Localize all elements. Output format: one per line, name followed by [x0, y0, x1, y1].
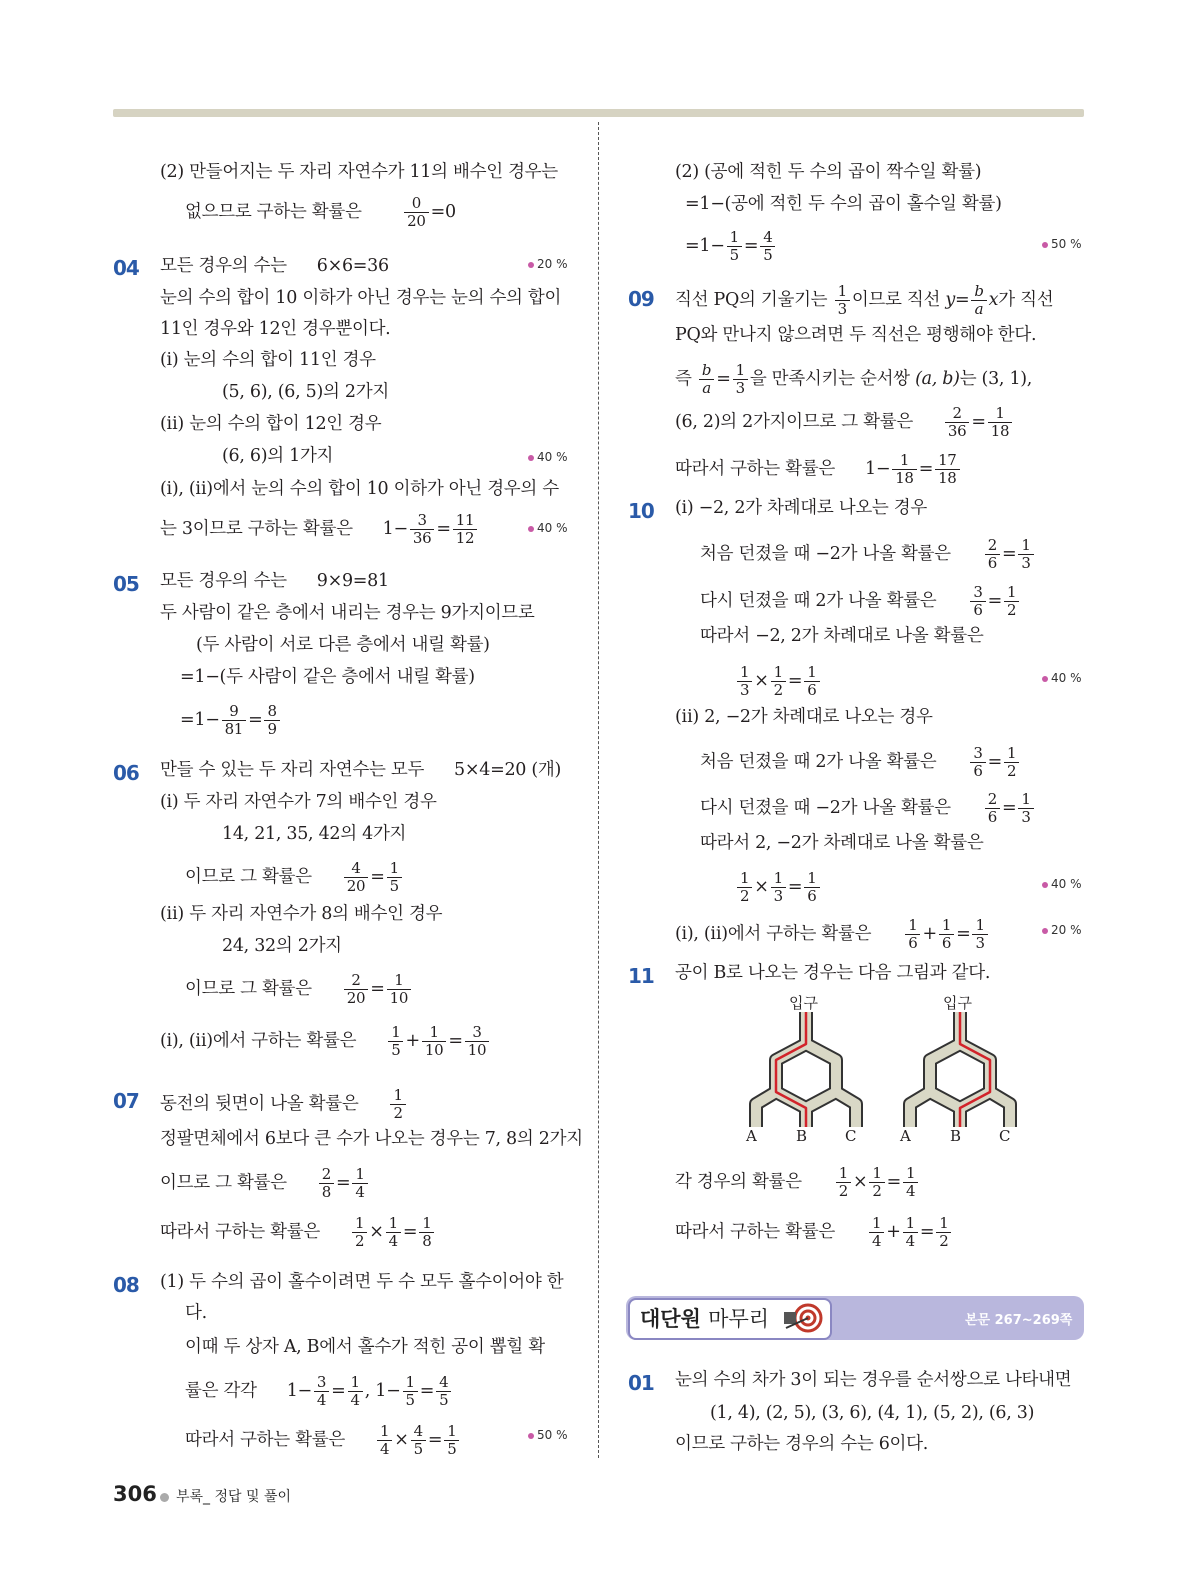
- fraction: $\frac{1}{3}$: [771, 870, 786, 905]
- problem-number-04: 04: [113, 256, 139, 280]
- p10-line2: 처음 던졌을 때 −2가 나올 확률은 $\frac{2}{6}$ = $\frac{1}{3}$: [700, 537, 1036, 572]
- exit-label-b: B: [796, 1127, 808, 1145]
- entrance-label: 입구: [789, 994, 818, 1012]
- problem-number-08: 08: [113, 1273, 139, 1297]
- fraction: $\frac{9}{81}$: [222, 703, 247, 738]
- fraction: $\frac{1}{2}$: [771, 664, 786, 699]
- fraction: $\frac{1}{10}$: [422, 1024, 447, 1059]
- p06-line4: 이므로 그 확률은 $\frac{4}{20}$ = $\frac{1}{5}$: [185, 860, 404, 895]
- p08-line3: 이때 두 상자 A, B에서 홀수가 적힌 공이 뽑힐 확: [185, 1337, 545, 1357]
- score-badge: 50 %: [528, 1428, 568, 1442]
- p10-line1: (ⅰ) −2, 2가 차례대로 나오는 경우: [675, 498, 928, 518]
- p05-line4: =1−(두 사람이 같은 층에서 내릴 확률): [180, 667, 475, 687]
- fraction: $\frac{1}{6}$: [905, 917, 920, 952]
- fraction: $\frac{1}{4}$: [869, 1215, 884, 1250]
- exit-label-b: B: [950, 1127, 962, 1145]
- fraction: $\frac{3}{6}$: [970, 745, 985, 780]
- fraction: $\frac{1}{2}$: [1004, 584, 1019, 619]
- p10-line11: (ⅰ), (ⅱ)에서 구하는 확률은 $\frac{1}{6}$ + $\frac{1}{6}$ = $\frac{1}{3}$: [675, 917, 990, 952]
- problem-number-11: 11: [628, 964, 654, 988]
- top-rule: [113, 109, 1084, 117]
- fraction: $\frac{1}{6}$: [804, 870, 819, 905]
- entrance-label: 입구: [943, 994, 972, 1012]
- p09-line4: (6, 2)의 2가지이므로 그 확률은 $\frac{2}{36}$ = $\frac{1}{18}$: [675, 405, 1014, 440]
- p07-line2: 정팔면체에서 6보다 큰 수가 나오는 경우는 7, 8의 2가지: [160, 1129, 583, 1149]
- p01-line2: (1, 4), (2, 5), (3, 6), (4, 1), (5, 2), (6, 3): [710, 1403, 1035, 1423]
- p03-line2: [185, 195, 456, 230]
- fraction: $\frac{1}{8}$: [419, 1215, 434, 1250]
- fraction: $\frac{1}{2}$: [737, 870, 752, 905]
- fraction: $\frac{1}{18}$: [892, 452, 917, 487]
- p06-line7: 이므로 그 확률은 $\frac{2}{20}$ = $\frac{1}{10}$: [185, 972, 413, 1007]
- p06-line2: (ⅰ) 두 자리 자연수가 7의 배수인 경우: [160, 792, 437, 812]
- fraction: $\frac{1}{3}$: [1018, 537, 1033, 572]
- p04-line5: (5, 6), (6, 5)의 2가지: [222, 382, 389, 402]
- fraction: $\frac{1}{5}$: [444, 1423, 459, 1458]
- fraction: $\frac{1}{5}$: [727, 229, 742, 264]
- p08-line2: 다.: [185, 1303, 207, 1323]
- fraction: $\frac{1}{5}$: [388, 1024, 403, 1059]
- p09-line3: 즉 $\frac{b}{a}$ = $\frac{1}{3}$ 을 만족시키는 순서쌍 (a, b)는 (3, 1),: [675, 361, 1033, 397]
- fraction: $\frac{4}{20}$: [344, 860, 369, 895]
- fraction: $\frac{1}{2}$: [869, 1165, 884, 1200]
- p06-line6: 24, 32의 2가지: [222, 936, 342, 956]
- section-title: 대단원 마무리: [640, 1307, 770, 1331]
- score-badge: 20 %: [1042, 923, 1082, 937]
- p09-line1: 직선 PQ의 기울기는 $\frac{1}{3}$ 이므로 직선 y= $\frac{b}{a}$ x가 직선: [675, 282, 1054, 318]
- page-reference: 본문 267~269쪽: [965, 1313, 1073, 1328]
- fraction: $\frac{3}{4}$: [314, 1374, 329, 1409]
- score-badge: 40 %: [528, 521, 568, 535]
- problem-number-10: 10: [628, 499, 654, 523]
- p04-l9-text: 는 3이므로 구하는 확률은: [160, 519, 353, 539]
- column-divider: [598, 122, 599, 1458]
- p08-line1: (1) 두 수의 곱이 홀수이려면 두 수 모두 홀수이어야 한: [160, 1272, 564, 1292]
- p04-line4: (ⅰ) 눈의 수의 합이 11인 경우: [160, 350, 376, 370]
- p10-line6: (ⅱ) 2, −2가 차례대로 나오는 경우: [675, 707, 933, 727]
- fraction: $\frac{1}{2}$: [1004, 745, 1019, 780]
- p03-result: =0: [430, 202, 456, 222]
- p03-frac: $\frac{0}{20}$: [404, 195, 429, 230]
- fraction: $\frac{1}{3}$: [733, 362, 748, 397]
- fraction: $\frac{1}{6}$: [939, 917, 954, 952]
- fraction: $\frac{1}{3}$: [1018, 791, 1033, 826]
- exit-label-a: A: [746, 1127, 757, 1145]
- p08-line4: 률은 각각 1− $\frac{3}{4}$ = $\frac{1}{4}$ , 1− $\frac{1}{5}$ = $\frac{4}{5}$: [185, 1374, 453, 1409]
- fraction: $\frac{1}{4}$: [903, 1165, 918, 1200]
- p10-line10: $\frac{1}{2}$ × $\frac{1}{3}$ = $\frac{1}{6}$: [735, 870, 822, 905]
- fraction: $\frac{11}{12}$: [453, 512, 478, 547]
- fraction: $\frac{4}{5}$: [760, 229, 775, 264]
- footer-label: 부록_ 정답 및 풀이: [176, 1489, 292, 1505]
- fraction: $\frac{1}{18}$: [988, 405, 1013, 440]
- score-badge: 40 %: [1042, 877, 1082, 891]
- p04-l1-value: 6×6=36: [316, 256, 389, 276]
- p05-line3: (두 사람이 서로 다른 층에서 내릴 확률): [196, 635, 490, 655]
- fraction: $\frac{4}{5}$: [436, 1374, 451, 1409]
- fraction: $\frac{b}{a}$: [971, 283, 986, 318]
- p10-line7: 처음 던졌을 때 2가 나올 확률은 $\frac{3}{6}$ = $\frac{1}{2}$: [700, 745, 1021, 780]
- p06-line8: (ⅰ), (ⅱ)에서 구하는 확률은 $\frac{1}{5}$ + $\frac{1}{10}$ = $\frac{3}{10}$: [160, 1024, 491, 1059]
- fraction: $\frac{4}{5}$: [411, 1423, 426, 1458]
- p04-line7: (6, 6)의 1가지: [222, 446, 334, 466]
- fraction: $\frac{1}{5}$: [403, 1374, 418, 1409]
- fraction: $\frac{2}{6}$: [985, 537, 1000, 572]
- fraction: $\frac{1}{3}$: [737, 664, 752, 699]
- p07-line1: 동전의 뒷면이 나올 확률은 $\frac{1}{2}$: [160, 1087, 408, 1122]
- fraction: $\frac{2}{20}$: [344, 972, 369, 1007]
- p05-line1: 모든 경우의 수는 9×9=81: [160, 571, 389, 591]
- fraction: $\frac{1}{6}$: [804, 664, 819, 699]
- problem-number-05: 05: [113, 572, 139, 596]
- fraction: $\frac{3}{36}$: [410, 512, 435, 547]
- p04-line8: (ⅰ), (ⅱ)에서 눈의 수의 합이 10 이하가 아닌 경우의 수: [160, 479, 559, 499]
- p04-line2: 눈의 수의 합이 10 이하가 아닌 경우는 눈의 수의 합이: [160, 288, 562, 308]
- fraction: $\frac{1}{2}$: [390, 1087, 405, 1122]
- p10-line9: 따라서 2, −2가 차례대로 나올 확률은: [700, 833, 984, 853]
- fraction: $\frac{1}{5}$: [387, 860, 402, 895]
- target-icon: [782, 1302, 824, 1334]
- page-number: 306: [113, 1482, 157, 1506]
- p01-line1: 눈의 수의 차가 3이 되는 경우를 순서쌍으로 나타내면: [675, 1370, 1072, 1390]
- exit-label-a: A: [900, 1127, 911, 1145]
- p08-2-line2: =1−(공에 적힌 두 수의 곱이 홀수일 확률): [685, 194, 1002, 214]
- p06-line5: (ⅱ) 두 자리 자연수가 8의 배수인 경우: [160, 904, 443, 924]
- p11-line1: 공이 B로 나오는 경우는 다음 그림과 같다.: [675, 963, 991, 983]
- p09-line5: 따라서 구하는 확률은 1− $\frac{1}{18}$ = $\frac{17}{18}$: [675, 452, 962, 487]
- problem-number-07: 07: [113, 1089, 139, 1113]
- p06-line3: 14, 21, 35, 42의 4가지: [222, 824, 407, 844]
- fraction: $\frac{1}{4}$: [377, 1423, 392, 1458]
- p06-line1: 만들 수 있는 두 자리 자연수는 모두 5×4=20 (개): [160, 760, 562, 780]
- p04-l1-text: 모든 경우의 수는: [160, 256, 287, 276]
- p11-line3: 따라서 구하는 확률은 $\frac{1}{4}$ + $\frac{1}{4}$ = $\frac{1}{2}$: [675, 1215, 953, 1250]
- fraction: $\frac{17}{18}$: [935, 452, 960, 487]
- p07-line3: 이므로 그 확률은 $\frac{2}{8}$ = $\frac{1}{4}$: [160, 1166, 370, 1201]
- p04-line1: [160, 254, 389, 278]
- score-badge: 40 %: [1042, 671, 1082, 685]
- p11-line2: 각 경우의 확률은 $\frac{1}{2}$ × $\frac{1}{2}$ = $\frac{1}{4}$: [675, 1165, 920, 1200]
- p03-text: 없으므로 구하는 확률은: [185, 202, 362, 222]
- fraction: $\frac{2}{36}$: [945, 405, 970, 440]
- p05-line5: =1− $\frac{9}{81}$ = $\frac{8}{9}$: [180, 703, 282, 738]
- problem-number-09: 09: [628, 287, 654, 311]
- score-badge: 50 %: [1042, 237, 1082, 251]
- fraction: $\frac{2}{8}$: [319, 1166, 334, 1201]
- fraction: $\frac{1}{4}$: [386, 1215, 401, 1250]
- p01-line3: 이므로 구하는 경우의 수는 6이다.: [675, 1434, 929, 1454]
- p10-line5: $\frac{1}{3}$ × $\frac{1}{2}$ = $\frac{1}{6}$: [735, 664, 822, 699]
- fraction: $\frac{b}{a}$: [699, 362, 714, 397]
- fraction: $\frac{3}{6}$: [970, 584, 985, 619]
- p08-2-line3: =1− $\frac{1}{5}$ = $\frac{4}{5}$: [685, 229, 777, 264]
- fraction: $\frac{1}{4}$: [903, 1215, 918, 1250]
- score-badge: 20 %: [528, 257, 568, 271]
- footer-bullet: [160, 1493, 169, 1502]
- fraction: $\frac{3}{10}$: [465, 1024, 490, 1059]
- p10-line8: 다시 던졌을 때 −2가 나올 확률은 $\frac{2}{6}$ = $\frac{1}{3}$: [700, 791, 1036, 826]
- fraction: $\frac{1}{4}$: [348, 1374, 363, 1409]
- fraction: $\frac{8}{9}$: [264, 703, 279, 738]
- p10-line3: 다시 던졌을 때 2가 나올 확률은 $\frac{3}{6}$ = $\frac{1}{2}$: [700, 584, 1021, 619]
- p10-line4: 따라서 −2, 2가 차례대로 나올 확률은: [700, 626, 984, 646]
- score-badge: 40 %: [528, 450, 568, 464]
- p03-line1: (2) 만들어지는 두 자리 자연수가 11의 배수인 경우는: [160, 162, 558, 182]
- fraction: $\frac{1}{2}$: [352, 1215, 367, 1250]
- fraction: $\frac{1}{3}$: [972, 917, 987, 952]
- p04-line6: (ⅱ) 눈의 수의 합이 12인 경우: [160, 414, 382, 434]
- problem-number-01: 01: [628, 1371, 654, 1395]
- fraction: $\frac{1}{10}$: [387, 972, 412, 1007]
- fraction: $\frac{1}{3}$: [835, 283, 850, 318]
- fraction: $\frac{1}{4}$: [352, 1166, 367, 1201]
- exit-label-c: C: [999, 1127, 1011, 1145]
- p08-2-line1: (2) (공에 적힌 두 수의 곱이 짝수일 확률): [675, 162, 982, 182]
- p05-line2: 두 사람이 같은 층에서 내리는 경우는 9가지이므로: [160, 603, 535, 623]
- problem-number-06: 06: [113, 761, 139, 785]
- p08-line5: 따라서 구하는 확률은 $\frac{1}{4}$ × $\frac{4}{5}$ = $\frac{1}{5}$: [185, 1423, 461, 1458]
- fraction: $\frac{1}{2}$: [836, 1165, 851, 1200]
- path-diagram: [740, 1012, 1060, 1127]
- exit-label-c: C: [845, 1127, 857, 1145]
- fraction: $\frac{2}{6}$: [985, 791, 1000, 826]
- fraction: $\frac{1}{2}$: [936, 1215, 951, 1250]
- p09-line2: PQ와 만나지 않으려면 두 직선은 평행해야 한다.: [675, 325, 1037, 345]
- p07-line4: 따라서 구하는 확률은 $\frac{1}{2}$ × $\frac{1}{4}$ = $\frac{1}{8}$: [160, 1215, 436, 1250]
- p04-line3: 11인 경우와 12인 경우뿐이다.: [160, 319, 391, 339]
- p04-line9: 는 3이므로 구하는 확률은 1− $\frac{3}{36}$ = $\frac{11}{12}$: [160, 512, 479, 547]
